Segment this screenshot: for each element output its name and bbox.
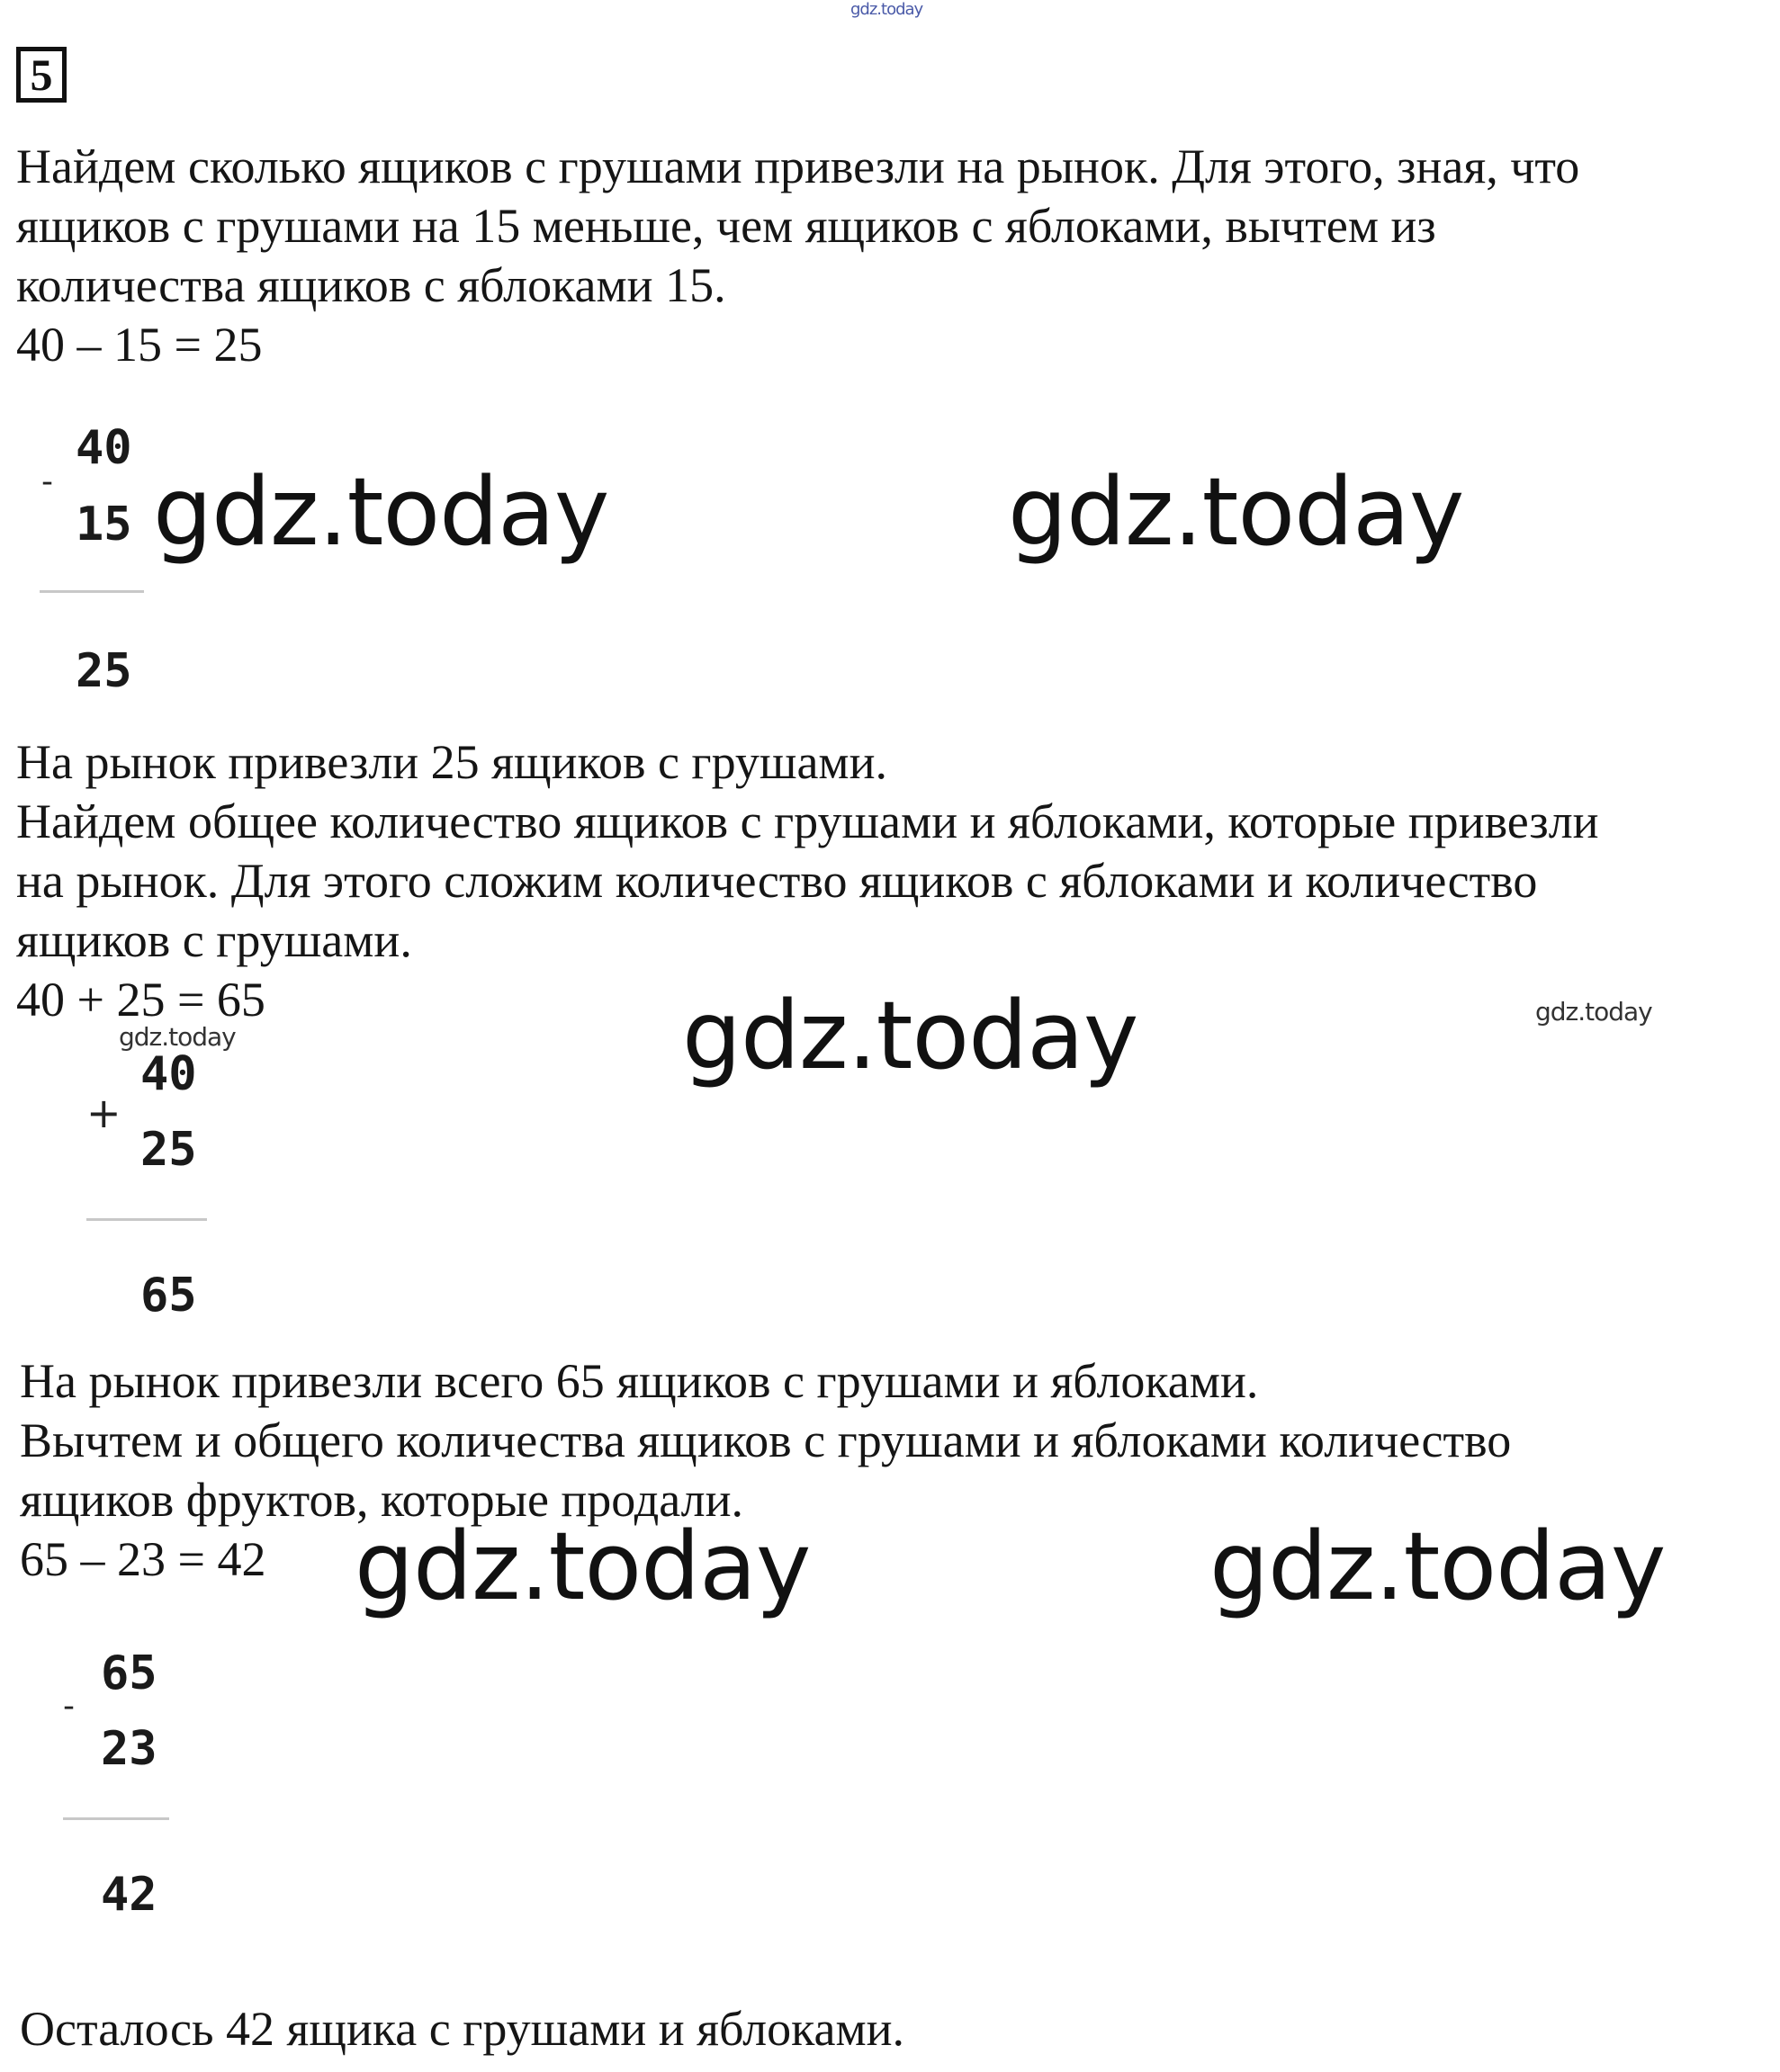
paragraph1-line3: количества ящиков с яблоками 15. bbox=[16, 258, 726, 312]
calc3-rule bbox=[63, 1817, 169, 1820]
watermark-5: gdz.today bbox=[1209, 1511, 1666, 1621]
calc3-minuend: 65 bbox=[101, 1646, 157, 1700]
watermark-1: gdz.today bbox=[153, 457, 609, 567]
paragraph3-line1: Вычтем и общего количества ящиков с грушами и яблоками количество bbox=[20, 1413, 1512, 1467]
calc2-addend-1: 40 bbox=[140, 1047, 197, 1101]
paragraph1-line1: Найдем сколько ящиков с грушами привезли на рынок. Для этого, зная, что bbox=[16, 139, 1580, 193]
paragraph2-line3: ящиков с грушами. bbox=[16, 913, 412, 967]
calc2-result: 65 bbox=[140, 1269, 197, 1323]
paragraph1-line2: ящиков с грушами на 15 меньше, чем ящиков с яблоками, вычтем из bbox=[16, 199, 1436, 253]
watermark-small-2: gdz.today bbox=[1535, 997, 1652, 1027]
final-answer: Осталось 42 ящика с грушами и яблоками. bbox=[20, 2002, 905, 2056]
calc2-addend-2: 25 bbox=[140, 1123, 197, 1177]
calc1-subtrahend: 15 bbox=[76, 498, 132, 552]
task-number-box: 5 bbox=[16, 47, 67, 103]
watermark-top: gdz.today bbox=[850, 0, 923, 19]
calc2-rule bbox=[86, 1218, 207, 1221]
paragraph3-line2: ящиков фруктов, которые продали. bbox=[20, 1473, 744, 1527]
answer-1: На рынок привезли 25 ящиков с грушами. bbox=[16, 735, 887, 789]
answer-2: На рынок привезли всего 65 ящиков с грушами и яблоками. bbox=[20, 1354, 1259, 1408]
watermark-2: gdz.today bbox=[1008, 457, 1464, 567]
watermark-3: gdz.today bbox=[682, 981, 1138, 1090]
calc1-rule bbox=[40, 590, 144, 593]
paragraph2-line2: на рынок. Для этого сложим количество ящиков с яблоками и количество bbox=[16, 854, 1538, 908]
calc3-minus-sign: - bbox=[63, 1688, 75, 1725]
calc3-subtrahend: 23 bbox=[101, 1722, 157, 1776]
watermark-4: gdz.today bbox=[355, 1511, 811, 1621]
paragraph2-line1: Найдем общее количество ящиков с грушами и яблоками, которые привезли bbox=[16, 794, 1599, 848]
calc3-result: 42 bbox=[101, 1868, 157, 1922]
calc1-minus-sign: - bbox=[41, 463, 53, 500]
equation-subtraction-2: 65 – 23 = 42 bbox=[20, 1532, 266, 1586]
calc1-minuend: 40 bbox=[76, 421, 132, 475]
calc2-plus-sign: + bbox=[86, 1089, 121, 1137]
watermark-small-1: gdz.today bbox=[119, 1022, 236, 1052]
calc1-result: 25 bbox=[76, 644, 132, 698]
equation-subtraction-1: 40 – 15 = 25 bbox=[16, 318, 263, 372]
equation-addition: 40 + 25 = 65 bbox=[16, 973, 265, 1027]
